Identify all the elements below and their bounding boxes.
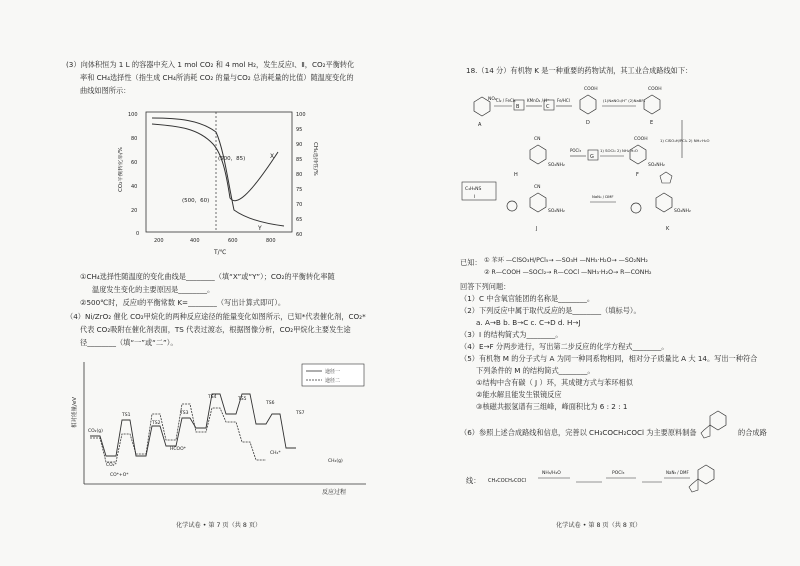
q4-line1: （4）Ni/ZrO₂ 催化 CO₂甲烷化的两种反应途径的能量变化如图所示，已知*代表催化剂，CO₂* — [66, 312, 366, 321]
point-a-label: (500，85) — [218, 156, 246, 162]
svg-text:COOH: COOH — [584, 87, 598, 92]
y-left-tick: 20 — [131, 208, 138, 214]
y-right-tick: 90 — [296, 142, 303, 148]
sub-q3: （3）I 的结构简式为________。 — [460, 330, 563, 339]
q3-sub2: ②500℃时，反应Ⅰ的平衡常数 K=________（写出计算式即可）。 — [80, 298, 286, 307]
route-r3: NaN₃ / DMF — [666, 470, 689, 475]
footer-left: 化学试卷 • 第 7 页（共 8 页） — [176, 522, 262, 529]
route-scheme — [486, 452, 736, 502]
y-left-tick: 60 — [131, 160, 138, 166]
box-b: B — [516, 104, 520, 110]
svg-text:COOH: COOH — [648, 87, 662, 92]
q3-line3: 曲线如图所示： — [80, 86, 131, 95]
lbl-ch4ads: CH₄* — [270, 451, 281, 456]
y-right-tick: 100 — [296, 112, 306, 118]
lbl-ch4g: CH₄(g) — [328, 459, 343, 464]
svg-text:SO₂NH₂: SO₂NH₂ — [674, 209, 691, 214]
box-i: I — [474, 195, 476, 200]
lbl-co2ads: CO₂* — [106, 463, 117, 468]
y-left-tick: 40 — [131, 184, 138, 190]
y-right-tick: 85 — [296, 157, 303, 163]
q3-line2: 率和 CH₄选择性（指生成 CH₄所消耗 CO₂ 的量与CO₂ 总消耗量的比值）随温度变化的 — [80, 73, 354, 82]
sub-q5-cond2: ②能水解且能发生银镜反应 — [476, 390, 562, 399]
chart2-xlabel: 反应过程 — [322, 489, 347, 496]
compound-h — [514, 136, 565, 178]
energy-profile-chart — [70, 358, 370, 498]
svg-text:COOH: COOH — [634, 137, 648, 142]
sub-q4: （4）E→F 分两步进行，写出第二步反应的化学方程式________。 — [460, 342, 669, 351]
x-tick: 600 — [228, 238, 238, 244]
reagent-r7: POCl₃ — [570, 148, 582, 153]
legend-route2: 途径二 — [325, 378, 341, 384]
y-left-tick: 80 — [131, 136, 138, 142]
sub-q5-cond1: ①结构中含有碳（ J ）环，其成键方式与苯环相似 — [476, 378, 633, 387]
svg-text:J: J — [536, 226, 538, 232]
route-r1: NH₃/H₂O — [542, 471, 561, 476]
lbl-ts5: TS5 — [238, 397, 247, 402]
y-right-tick: 70 — [296, 202, 303, 208]
compound-d — [580, 86, 598, 126]
svg-text:A: A — [478, 122, 482, 128]
sub-q5-cond3: ③核磁共振氢谱有三组峰，峰面积比为 6 : 2 : 1 — [476, 402, 628, 411]
q18-title: 18.（14 分）有机物 K 是一种重要的药物试剂，其工业合成路线如下： — [466, 66, 693, 75]
reagent-r1: Cl₂ / FeCl₃ — [496, 98, 516, 103]
y-left-tick: 0 — [136, 231, 140, 237]
svg-text:NO₂: NO₂ — [488, 97, 497, 102]
reagent-r9: NaN₃ / DMF — [592, 194, 614, 199]
lbl-co-o: CO*+O* — [110, 473, 129, 478]
synthesis-scheme — [460, 80, 710, 240]
curve-x — [152, 124, 278, 201]
svg-text:SO₂NH₂: SO₂NH₂ — [548, 163, 565, 168]
q4-line3: 径________（填“一”或“二”）。 — [80, 338, 178, 347]
curve-y-label: Y — [258, 225, 262, 232]
x-tick: 200 — [154, 238, 164, 244]
known-2: ② R—COOH —SOCl₂→ R—COCl —NH₃·H₂O→ R—CONH₂ — [484, 269, 652, 276]
svg-text:H: H — [514, 172, 518, 178]
x-tick: 800 — [266, 238, 276, 244]
reagent-r8: C₄H₅NS — [465, 187, 482, 192]
reagent-r3: Fe/HCl — [557, 98, 570, 103]
y-right-tick: 65 — [296, 217, 303, 223]
svg-text:E: E — [650, 120, 654, 126]
svg-text:SO₂NH₂: SO₂NH₂ — [548, 209, 565, 214]
lbl-ts1: TS1 — [122, 413, 131, 418]
svg-text:K: K — [666, 226, 670, 232]
equilibrium-chart — [118, 102, 318, 262]
svg-text:SO₂NH₂: SO₂NH₂ — [648, 163, 665, 168]
y-right-tick: 80 — [296, 172, 303, 178]
lbl-co2g: CO₂(g) — [88, 429, 103, 434]
reagent-r4: (1)NaNO₂/H⁺ (2)NaBF₄ — [603, 98, 646, 103]
sub-q5-b: 下列条件的 M 的结构简式________。 — [476, 366, 595, 375]
compound-e — [644, 86, 662, 126]
y-left-tick: 100 — [128, 112, 138, 118]
compound-a — [474, 96, 497, 128]
legend-route1: 途径一 — [325, 369, 341, 375]
q3-sub1: ①CH₄选择性随温度的变化曲线是________（填“X”或“Y”）；CO₂的平衡转化率随 — [80, 272, 335, 281]
lbl-hcoo: HCOO* — [170, 447, 186, 452]
box-g: G — [590, 154, 594, 160]
x-tick: 400 — [190, 238, 200, 244]
known-1: ① 苯环 —ClSO₃H/PCl₅→ —SO₃H —NH₃·H₂O→ —SO₂NH₂ — [484, 257, 648, 264]
chart2-ylabel: 相对能量/eV — [72, 397, 78, 428]
lbl-ts4: TS4 — [208, 395, 217, 400]
q3-line1: (3）向体积恒为 1 L 的容器中充入 1 mol CO₂ 和 4 mol H₂，发生反应Ⅰ、Ⅱ，CO₂平衡转化 — [66, 60, 355, 69]
lbl-ts7: TS7 — [296, 411, 305, 416]
q4-line2: 代表 CO₂吸附在催化剂表面，TS 代表过渡态，根据图像分析，CO₂甲烷化主要发生途 — [80, 325, 351, 334]
sub-q6-c: 线： — [466, 476, 481, 485]
answer-prompt: 回答下列问题： — [460, 282, 511, 291]
lbl-ts2: TS2 — [152, 421, 161, 426]
chart1-ylabel-left: CO₂平衡转化率/% — [118, 147, 124, 192]
known-title: 已知： — [460, 258, 482, 267]
reagent-r2: KMnO₄ / H⁺ — [527, 98, 550, 103]
y-right-tick: 75 — [296, 187, 303, 193]
svg-text:CN: CN — [534, 185, 541, 190]
sub-q2-options: a. A→B b. B→C c. C→D d. H→J — [476, 318, 581, 327]
y-right-tick: 60 — [296, 232, 303, 238]
box-c: C — [546, 104, 550, 110]
route-start: CH₃COCH₂COCl — [488, 478, 527, 484]
chart1-ylabel-right: CH₄选择性/% — [312, 142, 318, 176]
reagent-r6: 1) SOCl₂ 2) NH₃·H₂O — [600, 148, 638, 153]
curve-x-label: X — [270, 153, 275, 160]
lbl-ts3: TS3 — [180, 411, 189, 416]
target-product — [700, 404, 736, 444]
svg-text:CN: CN — [534, 137, 541, 142]
compound-j — [507, 184, 565, 232]
sub-q6-a: （6）参照上述合成路线和信息，完善以 CH₃COCH₂COCl 为主要原料制备 — [460, 428, 697, 437]
reagent-r5: 1) ClSO₃H/PCl₅ 2) NH₃·H₂O — [660, 138, 710, 143]
compound-k — [631, 172, 691, 232]
route-r2: POCl₃ — [612, 471, 625, 476]
svg-text:F: F — [636, 172, 639, 178]
sub-q1: （1）C 中含氧官能团的名称是________。 — [460, 294, 595, 303]
chart1-xlabel: T/℃ — [214, 249, 227, 256]
point-b-label: (500，60) — [182, 198, 210, 204]
y-right-tick: 95 — [296, 127, 303, 133]
sub-q6-b: 的合成路 — [738, 428, 767, 437]
q3-sub1b: 温度发生变化的主要原因是________。 — [92, 285, 215, 294]
svg-text:D: D — [586, 120, 590, 126]
sub-q5-a: （5）有机物 M 的分子式与 A 为同一种同系物相同，相对分子质量比 A 大 14。写出一种符合 — [460, 354, 758, 363]
footer-right: 化学试卷 • 第 8 页（共 8 页） — [556, 522, 642, 529]
lbl-ts6: TS6 — [266, 401, 275, 406]
sub-q2: （2）下列反应中属于取代反应的是________（填标号）。 — [460, 306, 641, 315]
